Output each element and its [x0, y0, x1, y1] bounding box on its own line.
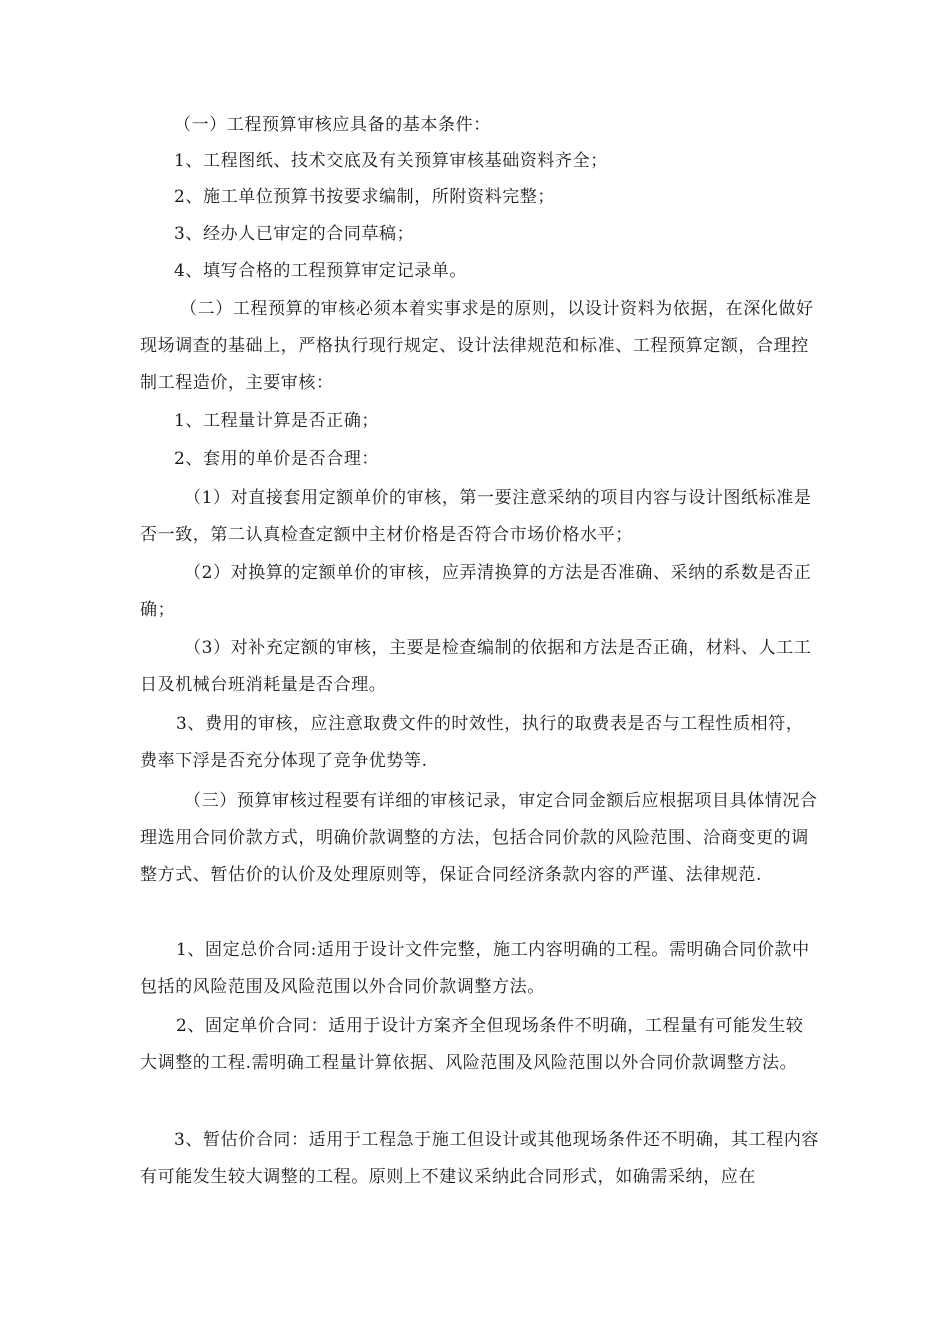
sub-item-paragraph: （3）对补充定额的审核，主要是检查编制的依据和方法是否正确，材料、人工工日及机械台班消耗量是否合理。: [140, 638, 812, 695]
list-item: 4、填写合格的工程预算审定记录单。: [174, 261, 468, 281]
sub-item-paragraph: （2）对换算的定额单价的审核，应弄清换算的方法是否准确、采纳的系数是否正确；: [140, 563, 812, 620]
list-item: 1、工程图纸、技术交底及有关预算审核基础资料齐全；: [174, 151, 608, 171]
sub-item-paragraph: （1）对直接套用定额单价的审核，第一要注意采纳的项目内容与设计图纸标准是否一致，第二认真检查定额中主材价格是否符合市场价格水平；: [140, 488, 812, 545]
list-item: 3、费用的审核，应注意取费文件的时效性，执行的取费表是否与工程性质相符，费率下浮是否充分体现了竞争优势等.: [140, 714, 804, 771]
section-2-paragraph: （二）工程预算的审核必须本着实事求是的原则，以设计资料为依据，在深化做好现场调查的基础上，严格执行现行规定、设计法律规范和标准、工程预算定额，合理控制工程造价，主要审核：: [140, 299, 814, 393]
list-item: 2、套用的单价是否合理：: [174, 449, 380, 469]
section-3-paragraph: （三）预算审核过程要有详细的审核记录，审定合同金额后应根据项目具体情况合理选用合同价款方式，明确价款调整的方法，包括合同价款的风险范围、洽商变更的调整方式、暂估价的认价及处理原则等，保证合同经济条款内容的严谨、法律规范.: [140, 791, 818, 885]
list-item: 2、施工单位预算书按要求编制，所附资料完整；: [174, 187, 556, 207]
list-item: 2、固定单价合同：适用于设计方案齐全但现场条件不明确，工程量有可能发生较大调整的工程.需明确工程量计算依据、风险范围及风险范围以外合同价款调整方法。: [140, 1016, 804, 1073]
list-item: 1、固定总价合同:适用于设计文件完整，施工内容明确的工程。需明确合同价款中包括的风险范围及风险范围以外合同价款调整方法。: [140, 940, 810, 997]
list-item: 1、工程量计算是否正确；: [174, 411, 380, 431]
list-item: 3、经办人已审定的合同草稿；: [174, 224, 415, 244]
section-1-heading: （一）工程预算审核应具备的基本条件：: [174, 115, 491, 135]
list-item: 3、暂估价合同：适用于工程急于施工但设计或其他现场条件还不明确，其工程内容有可能发生较大调整的工程。原则上不建议采纳此合同形式，如确需采纳，应在: [140, 1130, 820, 1187]
